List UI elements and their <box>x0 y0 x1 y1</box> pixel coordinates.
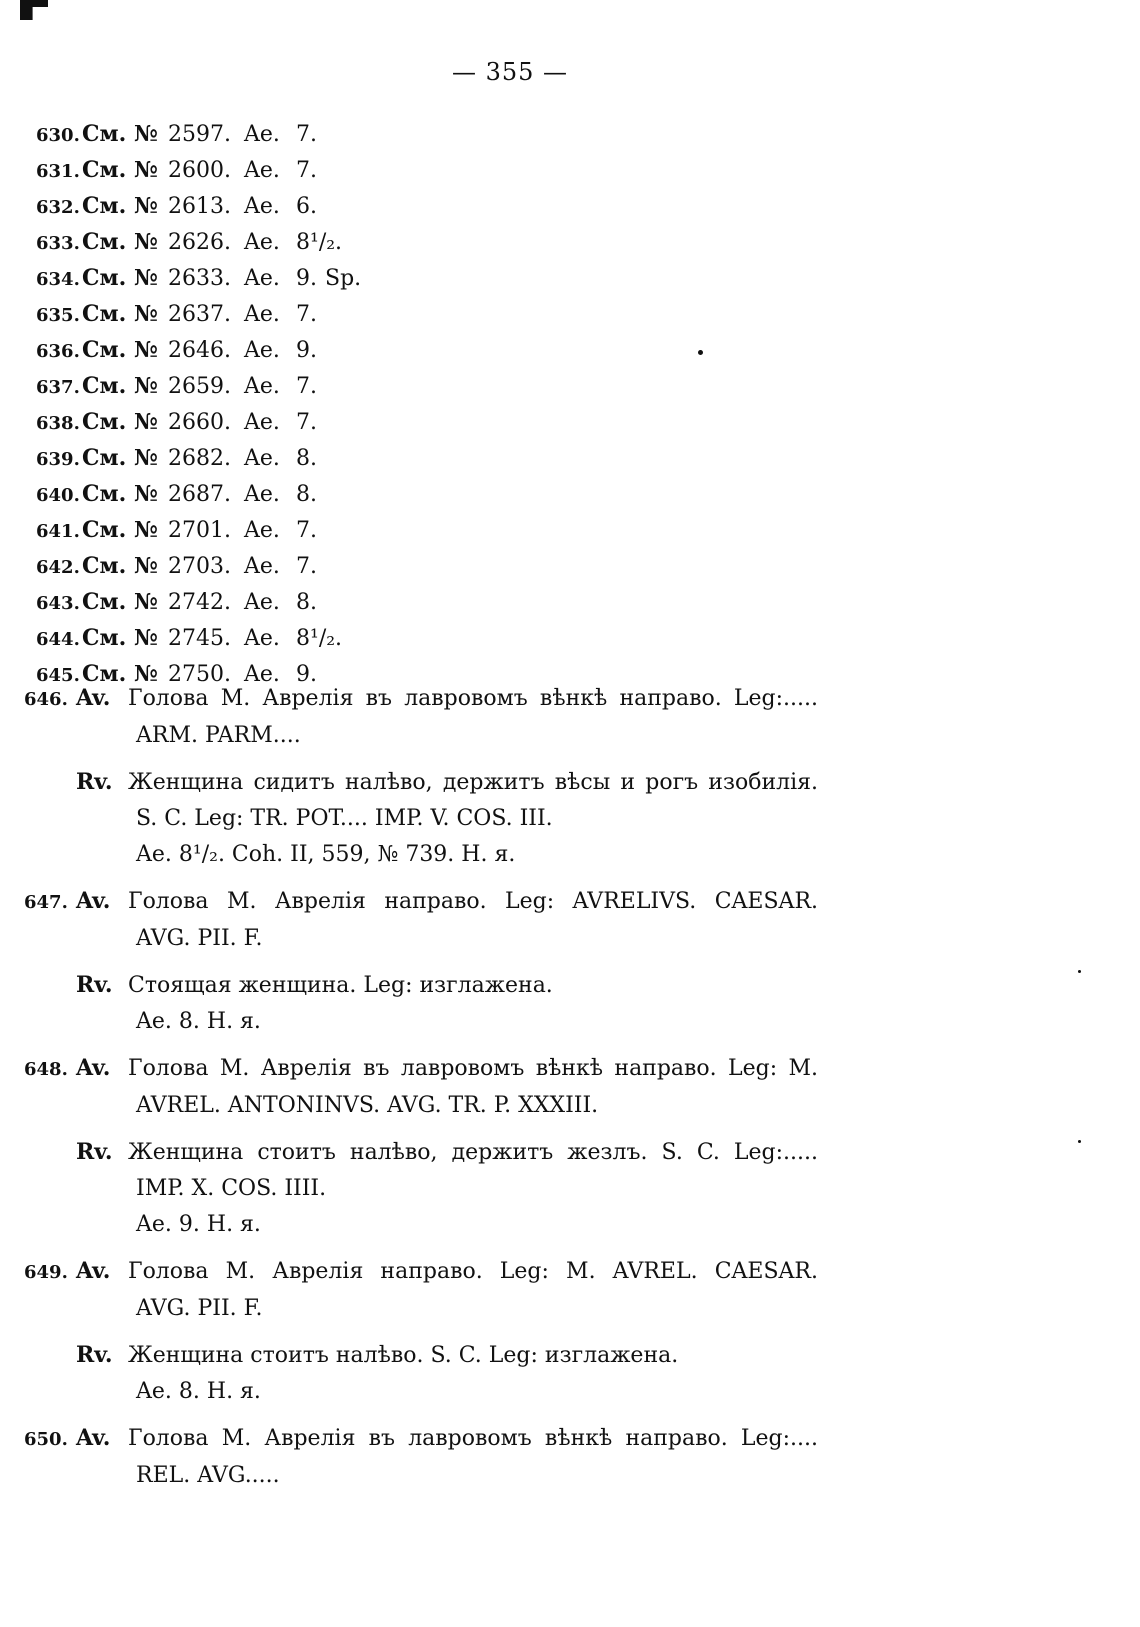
scan-speck <box>1078 1140 1081 1143</box>
coin-entry <box>24 1253 844 1410</box>
number-sign: № <box>134 517 158 543</box>
see-label: См. <box>82 553 127 579</box>
number-sign: № <box>134 661 158 687</box>
metal-label: Ae. <box>244 662 280 687</box>
see-label: См. <box>82 661 127 687</box>
catalogue-number: 2659. <box>168 374 231 399</box>
reverse-label: Rv. <box>76 1139 113 1165</box>
metal-label: Ae. <box>244 374 280 399</box>
obverse-line <box>24 1253 844 1291</box>
corner-print-mark <box>20 0 48 20</box>
reverse-continuation: S. C. Leg: TR. POT.... IMP. V. COS. III. <box>136 806 553 831</box>
coin-size: 7. <box>296 122 317 147</box>
metal-label: Ae. <box>244 122 280 147</box>
entry-number: 641. <box>36 521 80 542</box>
entry-number: 642. <box>36 557 80 578</box>
catalogue-number: 2742. <box>168 590 231 615</box>
obverse-label: Av. <box>76 685 111 711</box>
page-number-header <box>0 58 1140 86</box>
obverse-text: Голова М. Аврелія въ лавровомъ вѣнкѣ направо. Leg:..... <box>128 686 818 711</box>
coin-meta: Ae. 8. H. я. <box>136 1379 261 1404</box>
coin-size: 7. <box>296 518 317 543</box>
number-sign: № <box>134 445 158 471</box>
reverse-label: Rv. <box>76 972 113 998</box>
see-label: См. <box>82 589 127 615</box>
obverse-line <box>24 883 844 921</box>
coin-size: 7. <box>296 158 317 183</box>
metal-label: Ae. <box>244 446 280 471</box>
short-entry-row <box>36 476 361 512</box>
see-label: См. <box>82 373 127 399</box>
catalogue-number: 2626. <box>168 230 231 255</box>
coin-size: 9. <box>296 662 317 687</box>
coin-size: 7. <box>296 374 317 399</box>
metal-label: Ae. <box>244 482 280 507</box>
short-entry-row <box>36 404 361 440</box>
see-label: См. <box>82 337 127 363</box>
obverse-label: Av. <box>76 1258 111 1284</box>
number-sign: № <box>134 553 158 579</box>
number-sign: № <box>134 157 158 183</box>
obverse-text: Голова М. Аврелія въ лавровомъ вѣнкѣ направо. Leg:.... <box>128 1426 818 1451</box>
coin-size: 9. <box>296 338 317 363</box>
scan-speck <box>1078 970 1081 973</box>
catalogue-number: 2703. <box>168 554 231 579</box>
entry-number: 633. <box>36 233 80 254</box>
coin-entry <box>24 1050 844 1243</box>
see-label: См. <box>82 625 127 651</box>
number-sign: № <box>134 301 158 327</box>
entry-number: 645. <box>36 665 80 686</box>
metal-label: Ae. <box>244 554 280 579</box>
obverse-text: Голова М. Аврелія въ лавровомъ вѣнкѣ направо. Leg: M. <box>128 1056 818 1081</box>
coin-entry <box>24 883 844 1040</box>
coin-size: 7. <box>296 302 317 327</box>
entry-number: 643. <box>36 593 80 614</box>
short-entry-row <box>36 548 361 584</box>
number-sign: № <box>134 121 158 147</box>
coin-entry <box>24 1420 844 1494</box>
extra-note: Sp. <box>325 266 362 291</box>
reverse-line <box>24 1337 844 1374</box>
coin-size: 8¹/₂. <box>296 626 343 651</box>
coin-meta: Ae. 8. H. я. <box>136 1009 261 1034</box>
coin-size: 8. <box>296 590 317 615</box>
coin-size: 8. <box>296 446 317 471</box>
catalogue-number: 2701. <box>168 518 231 543</box>
entry-number: 646. <box>24 689 68 710</box>
coin-size: 7. <box>296 410 317 435</box>
scan-speck <box>698 350 703 355</box>
obverse-continuation: AVG. PII. F. <box>136 1296 263 1321</box>
catalogue-number: 2687. <box>168 482 231 507</box>
obverse-text: Голова М. Аврелія направо. Leg: M. AVREL. CAESAR. <box>128 1259 818 1284</box>
catalogue-number: 2660. <box>168 410 231 435</box>
obverse-label: Av. <box>76 888 111 914</box>
coin-size: 7. <box>296 554 317 579</box>
catalogue-number: 2682. <box>168 446 231 471</box>
entry-number: 649. <box>24 1262 68 1283</box>
see-label: См. <box>82 265 127 291</box>
reverse-text: Стоящая женщина. Leg: изглажена. <box>128 973 553 998</box>
metal-label: Ae. <box>244 590 280 615</box>
coin-size: 8. <box>296 482 317 507</box>
metal-label: Ae. <box>244 302 280 327</box>
number-sign: № <box>134 589 158 615</box>
number-sign: № <box>134 409 158 435</box>
reverse-line <box>24 764 844 801</box>
obverse-line <box>24 680 844 718</box>
reverse-text: Женщина стоитъ налѣво, держитъ жезлъ. S. C. Leg:..... <box>128 1140 818 1165</box>
short-entry-row <box>36 296 361 332</box>
reverse-label: Rv. <box>76 1342 113 1368</box>
catalogue-number: 2613. <box>168 194 231 219</box>
coin-size: 8¹/₂. <box>296 230 343 255</box>
see-label: См. <box>82 193 127 219</box>
short-entry-row <box>36 512 361 548</box>
see-label: См. <box>82 301 127 327</box>
see-label: См. <box>82 445 127 471</box>
entry-number: 644. <box>36 629 80 650</box>
obverse-continuation: REL. AVG..... <box>136 1463 280 1488</box>
reverse-label: Rv. <box>76 769 113 795</box>
number-sign: № <box>134 229 158 255</box>
reverse-continuation: IMP. X. COS. IIII. <box>136 1176 327 1201</box>
reverse-text: Женщина сидитъ налѣво, держитъ вѣсы и рогъ изобилія. <box>128 770 818 795</box>
entry-number: 636. <box>36 341 80 362</box>
catalogue-number: 2637. <box>168 302 231 327</box>
metal-label: Ae. <box>244 338 280 363</box>
entry-number: 630. <box>36 125 80 146</box>
entry-number: 639. <box>36 449 80 470</box>
entry-number: 632. <box>36 197 80 218</box>
entry-number: 650. <box>24 1429 68 1450</box>
obverse-label: Av. <box>76 1425 111 1451</box>
catalogue-number: 2597. <box>168 122 231 147</box>
catalogue-number: 2600. <box>168 158 231 183</box>
entry-number: 631. <box>36 161 80 182</box>
obverse-continuation: AVG. PII. F. <box>136 926 263 951</box>
short-entry-row <box>36 116 361 152</box>
obverse-line <box>24 1420 844 1458</box>
number-sign: № <box>134 193 158 219</box>
metal-label: Ae. <box>244 266 280 291</box>
reverse-line <box>24 1134 844 1171</box>
obverse-line <box>24 1050 844 1088</box>
metal-label: Ae. <box>244 410 280 435</box>
short-entry-row <box>36 188 361 224</box>
see-label: См. <box>82 157 127 183</box>
short-entry-row <box>36 332 361 368</box>
entry-number: 634. <box>36 269 80 290</box>
coin-meta: Ae. 8¹/₂. Coh. II, 559, № 739. H. я. <box>136 842 516 867</box>
metal-label: Ae. <box>244 626 280 651</box>
catalogue-number: 2633. <box>168 266 231 291</box>
coin-size: 9. <box>296 266 317 291</box>
see-label: См. <box>82 409 127 435</box>
entry-number: 638. <box>36 413 80 434</box>
reverse-line <box>24 967 844 1004</box>
short-entry-row <box>36 368 361 404</box>
catalogue-number: 2750. <box>168 662 231 687</box>
see-label: См. <box>82 229 127 255</box>
see-label: См. <box>82 121 127 147</box>
entry-number: 635. <box>36 305 80 326</box>
number-sign: № <box>134 625 158 651</box>
coin-entry <box>24 680 844 873</box>
short-entry-row <box>36 620 361 656</box>
metal-label: Ae. <box>244 194 280 219</box>
metal-label: Ae. <box>244 158 280 183</box>
coin-size: 6. <box>296 194 317 219</box>
number-sign: № <box>134 481 158 507</box>
number-sign: № <box>134 373 158 399</box>
see-label: См. <box>82 481 127 507</box>
number-sign: № <box>134 265 158 291</box>
page-number: — 355 — <box>451 58 569 86</box>
obverse-continuation: AVREL. ANTONINVS. AVG. TR. P. XXXIII. <box>136 1093 599 1118</box>
coin-entries <box>24 680 844 1504</box>
metal-label: Ae. <box>244 518 280 543</box>
entry-number: 648. <box>24 1059 68 1080</box>
see-label: См. <box>82 517 127 543</box>
number-sign: № <box>134 337 158 363</box>
obverse-label: Av. <box>76 1055 111 1081</box>
short-entries-list <box>36 116 361 692</box>
entry-number: 640. <box>36 485 80 506</box>
short-entry-row <box>36 152 361 188</box>
short-entry-row <box>36 224 361 260</box>
short-entry-row <box>36 584 361 620</box>
reverse-text: Женщина стоитъ налѣво. S. C. Leg: изглажена. <box>128 1343 679 1368</box>
obverse-continuation: ARM. PARM.... <box>136 723 301 748</box>
short-entry-row <box>36 440 361 476</box>
obverse-text: Голова М. Аврелія направо. Leg: AVRELIVS. CAESAR. <box>128 889 818 914</box>
catalogue-number: 2646. <box>168 338 231 363</box>
short-entry-row <box>36 260 361 296</box>
coin-meta: Ae. 9. H. я. <box>136 1212 261 1237</box>
entry-number: 647. <box>24 892 68 913</box>
catalogue-number: 2745. <box>168 626 231 651</box>
entry-number: 637. <box>36 377 80 398</box>
metal-label: Ae. <box>244 230 280 255</box>
